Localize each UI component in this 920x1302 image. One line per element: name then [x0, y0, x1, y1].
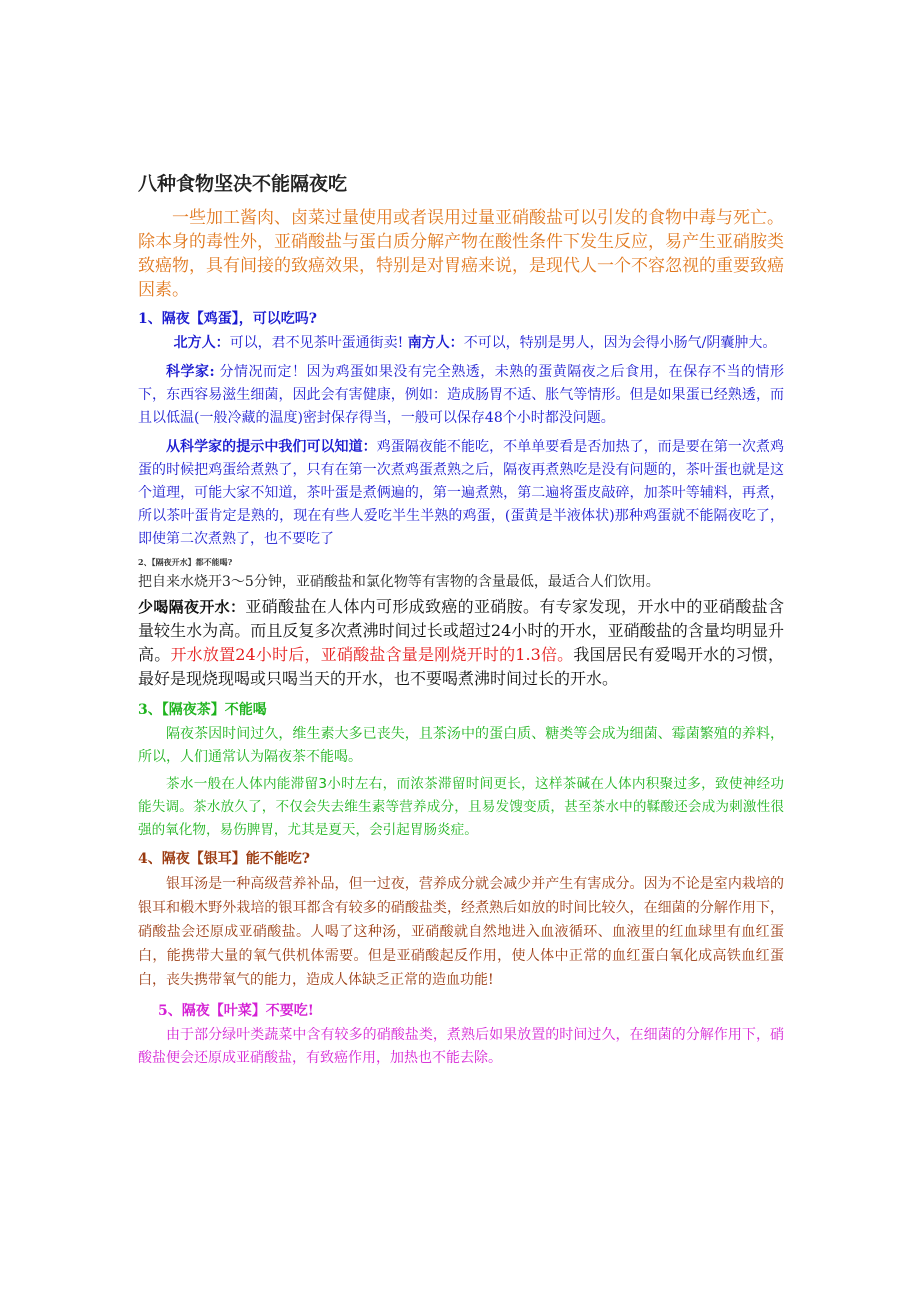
section-water-heading: 2、【隔夜开水】都不能喝?: [138, 557, 233, 567]
document-page: [138, 170, 784, 1070]
hint-paragraph: [138, 436, 784, 551]
intro-paragraph: 一些加工酱肉、卤菜过量使用或者误用过量亚硝酸盐可以引发的食物中毒与死亡。除本身的毒性外，亚硝酸盐与蛋白质分解产物在酸性条件下发生反应，易产生亚硝胺类致癌物，具有间接的致癌效果，特别是对胃癌来说，是现代人一个不容忽视的重要致癌因素。: [138, 208, 784, 300]
page-title: 八种食物坚决不能隔夜吃: [138, 173, 348, 195]
section-tea-heading: 3、【隔夜茶】不能喝: [138, 702, 267, 718]
egg-opinions: [138, 332, 784, 355]
section-tremella-heading: 4、隔夜【银耳】能不能吃?: [138, 851, 310, 867]
water-text-b: 我国居民有爱喝开水的习惯，最好是现烧现喝或只喝当天的开水，也不要喝煮沸时间过长的开水。: [138, 645, 784, 688]
tremella-paragraph: 银耳汤是一种高级营养补品，但一过夜，营养成分就会减少并产生有害成分。因为不论是室内栽培的银耳和椴木野外栽培的银耳都含有较多的硝酸盐类，经煮熟后如放的时间比较久，在细菌的分解作用下，硝酸盐会还原成亚硝酸盐。人喝了这种汤，亚硝酸就自然地进入血液循环、血液里的红血球里有血红蛋白，能携带大量的氧气供机体需要。但是亚硝酸起反作用，使人体中正常的血红蛋白氧化成高铁血红蛋白，丧失携带氧气的能力，造成人体缺乏正常的造血功能!: [138, 876, 784, 988]
south-text: 不可以，特别是男人，因为会得小肠气/阴囊肿大。: [463, 335, 777, 351]
water-text-a: 亚硝酸盐在人体内可形成致癌的亚硝胺。有专家发现，开水中的亚硝酸盐含量较生水为高。而且反复多次煮沸时间过长或超过24小时的开水，亚硝酸盐的含量均明显升高。: [138, 597, 784, 664]
water-line: 把自来水烧开3～5分钟，亚硝酸盐和氯化物等有害物的含量最低，最适合人们饮用。: [138, 574, 660, 590]
south-label: 南方人：: [407, 335, 464, 351]
north-label: 北方人：: [173, 335, 230, 351]
section-egg: [138, 306, 784, 551]
tea-paragraph-2: 茶水一般在人体内能滞留3小时左右，而浓茶滞留时间更长，这样茶碱在人体内积聚过多，致使神经功能失调。茶水放久了，不仅会失去维生素等营养成分，且易发馊变质，甚至茶水中的鞣酸还会成为刺激性很强的氧化物，易伤脾胃，尤其是夏天，会引起胃肠炎症。: [138, 776, 784, 838]
scientist-label: 科学家:: [166, 364, 215, 380]
section-leafy-heading: 5、隔夜【叶菜】不要吃!: [158, 1003, 314, 1019]
section-water: [138, 553, 784, 691]
hint-text: 鸡蛋隔夜能不能吃，不单单要看是否加热了，而是要在第一次煮鸡蛋的时候把鸡蛋给煮熟了，只有在第一次煮鸡蛋煮熟之后，隔夜再煮熟吃是没有问题的，茶叶蛋也就是这个道理，可能大家不知道，茶叶蛋是煮俩遍的，第一遍煮熟，第二遍将蛋皮敲碎，加茶叶等辅料，再煮，所以茶叶蛋肯定是熟的，现在有些人爱吃半生半熟的鸡蛋，(蛋黄是半液体状)那种鸡蛋就不能隔夜吃了，即使第二次煮熟了，也不要吃了: [138, 439, 785, 547]
section-tremella: [138, 846, 784, 992]
section-tea: [138, 697, 784, 842]
north-text: 可以，君不见茶叶蛋通街卖!: [229, 335, 404, 351]
water-paragraph: [138, 595, 784, 691]
section-egg-heading: 1、隔夜【鸡蛋】，可以吃吗?: [138, 311, 317, 327]
leafy-paragraph: 由于部分绿叶类蔬菜中含有较多的硝酸盐类，煮熟后如果放置的时间过久，在细菌的分解作用下，硝酸盐便会还原成亚硝酸盐，有致癌作用，加热也不能去除。: [138, 1027, 784, 1066]
tea-paragraph-1: 隔夜茶因时间过久，维生素大多已丧失，且茶汤中的蛋白质、糖类等会成为细菌、霉菌繁殖的养料，所以，人们通常认为隔夜茶不能喝。: [138, 726, 784, 765]
section-leafy: [138, 998, 784, 1070]
scientist-paragraph: [138, 361, 784, 430]
water-text-red: 开水放置24小时后，亚硝酸盐含量是刚烧开时的1.3倍。: [170, 645, 574, 664]
water-label: 少喝隔夜开水：: [138, 598, 246, 616]
hint-label: 从科学家的提示中我们可以知道：: [166, 439, 377, 455]
scientist-text: 分情况而定！因为鸡蛋如果没有完全熟透，未熟的蛋黄隔夜之后食用，在保存不当的情形下，东西容易滋生细菌，因此会有害健康，例如：造成肠胃不适、胀气等情形。但是如果蛋已经熟透，而且以低温(一般冷藏的温度)密封保存得当，一般可以保存48个小时都没问题。: [138, 364, 784, 426]
